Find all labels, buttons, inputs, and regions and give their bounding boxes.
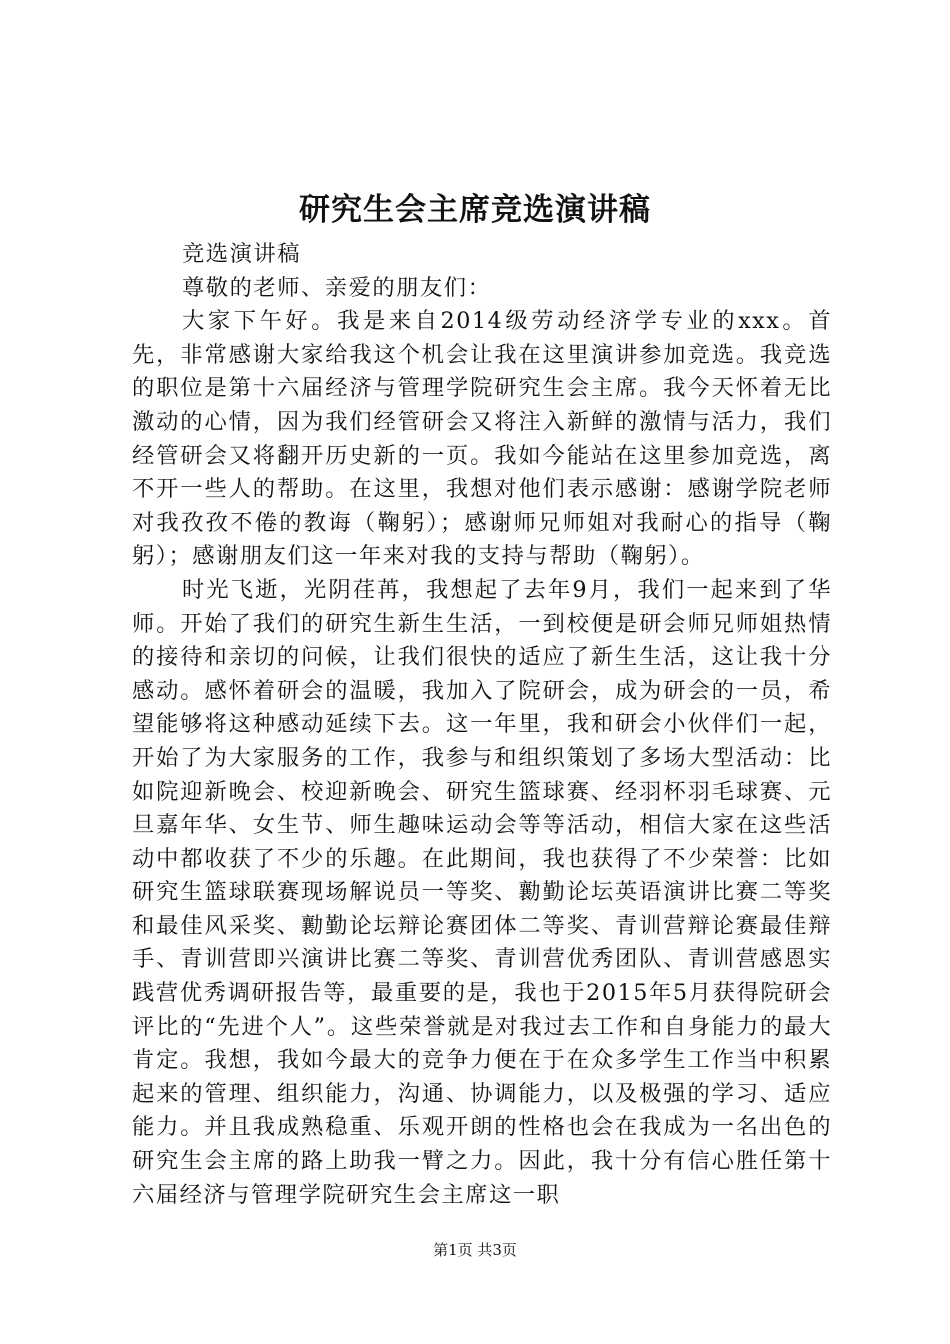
- page-number-footer: 第1页 共3页: [433, 1241, 517, 1259]
- paragraph-introduction: 大家下午好。我是来自2014级劳动经济学专业的xxx。首先，非常感谢大家给我这个机会让我在这里演讲参加竞选。我竞选的职位是第十六届经济与管理学院研究生会主席。我今天怀着无比激动的心情，因为我们经管研会又将注入新鲜的激情与活力，我们经管研会又将翻开历史新的一页。我如今能站在这里参加竞选，离不开一些人的帮助。在这里，我想对他们表示感谢：感谢学院老师对我孜孜不倦的教诲（鞠躬）；感谢师兄师姐对我耐心的指导（鞠躬）；感谢朋友们这一年来对我的支持与帮助（鞠躬）。: [132, 308, 832, 570]
- paragraph-experience: 时光飞逝，光阴荏苒，我想起了去年9月，我们一起来到了华师。开始了我们的研究生新生生活，一到校便是研会师兄师姐热情的接待和亲切的问候，让我们很快的适应了新生生活，这让我十分感动。感怀着研会的温暖，我加入了院研会，成为研会的一员，希望能够将这种感动延续下去。这一年里，我和研会小伙伴们一起，开始了为大家服务的工作，我参与和组织策划了多场大型活动：比如院迎新晚会、校迎新晚会、研究生篮球赛、经羽杯羽毛球赛、元旦嘉年华、女生节、师生趣味运动会等等活动，相信大家在这些活动中都收获了不少的乐趣。在此期间，我也获得了不少荣誉：比如研究生篮球联赛现场解说员一等奖、勷勤论坛英语演讲比赛二等奖和最佳风采奖、勷勤论坛辩论赛团体二等奖、青训营辩论赛最佳辩手、青训营即兴演讲比赛二等奖、青训营优秀团队、青训营感恩实践营优秀调研报告等，最重要的是，我也于2015年5月获得院研会评比的“先进个人”。这些荣誉就是对我过去工作和自身能力的最大肯定。我想，我如今最大的竞争力便在于在众多学生工作当中积累起来的管理、组织能力，沟通、协调能力，以及极强的学习、适应能力。并且我成熟稳重、乐观开朗的性格也会在我成为一名出色的研究生会主席的路上助我一臂之力。因此，我十分有信心胜任第十六届经济与管理学院研究生会主席这一职: [132, 576, 832, 1208]
- paragraph-salutation: 尊敬的老师、亲爱的朋友们：: [182, 274, 492, 301]
- document-title: 研究生会主席竞选演讲稿: [299, 192, 651, 228]
- paragraph-subtitle: 竞选演讲稿: [182, 241, 301, 267]
- document-body: [132, 238, 832, 1212]
